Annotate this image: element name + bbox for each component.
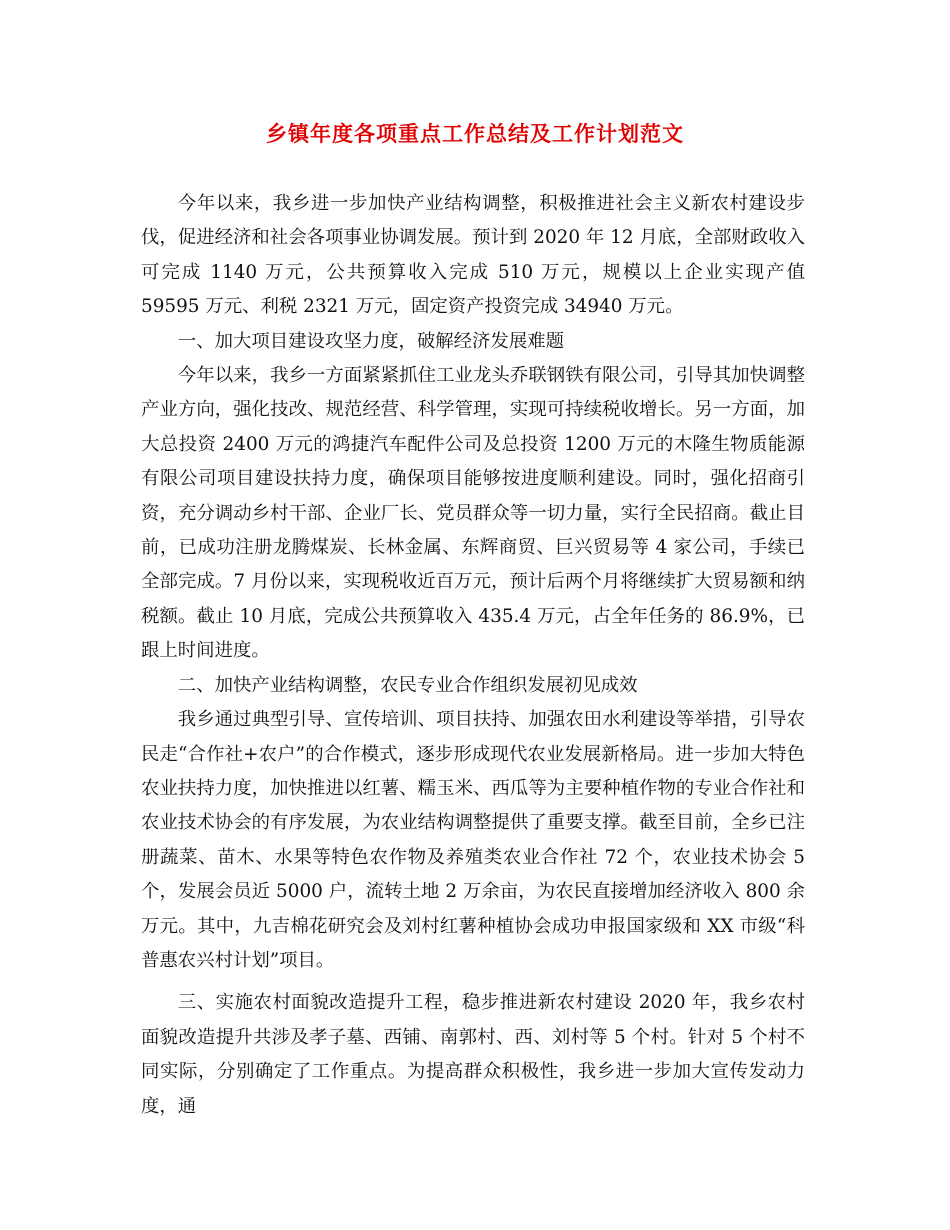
- paragraph-section-3: 三、实施农村面貌改造提升工程，稳步推进新农村建设 2020 年，我乡农村面貌改造提升共涉及孝子墓、西铺、南郭村、西、刘村等 5 个村。针对 5 个村不同实际，分别确定了工作重点。为提高群众积极性，我乡进一步加大宣传发动力度，通: [141, 992, 805, 1117]
- paragraph-intro: 今年以来，我乡进一步加快产业结构调整，积极推进社会主义新农村建设步伐，促进经济和社会各项事业协调发展。预计到 2020 年 12 月底，全部财政收入可完成 1140 万元，公共预算收入完成 510 万元，规模以上企业实现产值 59595 万元、利税 2321 万元，固定资产投资完成 34940 万元。: [141, 193, 805, 318]
- paragraph-section-1: 今年以来，我乡一方面紧紧抓住工业龙头乔联钢铁有限公司，引导其加快调整产业方向，强化技改、规范经营、科学管理，实现可持续税收增长。另一方面，加大总投资 2400 万元的鸿捷汽车配件公司及总投资 1200 万元的木隆生物质能源有限公司项目建设扶持力度，确保项目能够按进度顺利建设。同时，强化招商引资，充分调动乡村干部、企业厂长、党员群众等一切力量，实行全民招商。截止目前，已成功注册龙腾煤炭、长林金属、东辉商贸、巨兴贸易等 4 家公司，手续已全部完成。7 月份以来，实现税收近百万元，预计后两个月将继续扩大贸易额和纳税额。截止 10 月底，完成公共预算收入 435.4 万元，占全年任务的 86.9%，已跟上时间进度。: [141, 365, 805, 662]
- document-body: [141, 187, 805, 1124]
- section-heading-1: 一、加大项目建设攻坚力度，破解经济发展难题: [177, 330, 565, 352]
- paragraph-section-2: 我乡通过典型引导、宣传培训、项目扶持、加强农田水利建设等举措，引导农民走“合作社+农户”的合作模式，逐步形成现代农业发展新格局。进一步加大特色农业扶持力度，加快推进以红薯、糯玉米、西瓜等为主要种植作物的专业合作社和农业技术协会的有序发展，为农业结构调整提供了重要支撑。截至目前，全乡已注册蔬菜、苗木、水果等特色农作物及养殖类农业合作社 72 个，农业技术协会 5 个，发展会员近 5000 户，流转土地 2 万余亩，为农民直接增加经济收入 800 余万元。其中，九吉棉花研究会及刘村红薯种植协会成功申报国家级和 XX 市级“科普惠农兴村计划”项目。: [141, 709, 805, 971]
- document-title: 乡镇年度各项重点工作总结及工作计划范文: [266, 122, 684, 146]
- section-heading-2: 二、加快产业结构调整，农民专业合作组织发展初见成效: [177, 674, 638, 696]
